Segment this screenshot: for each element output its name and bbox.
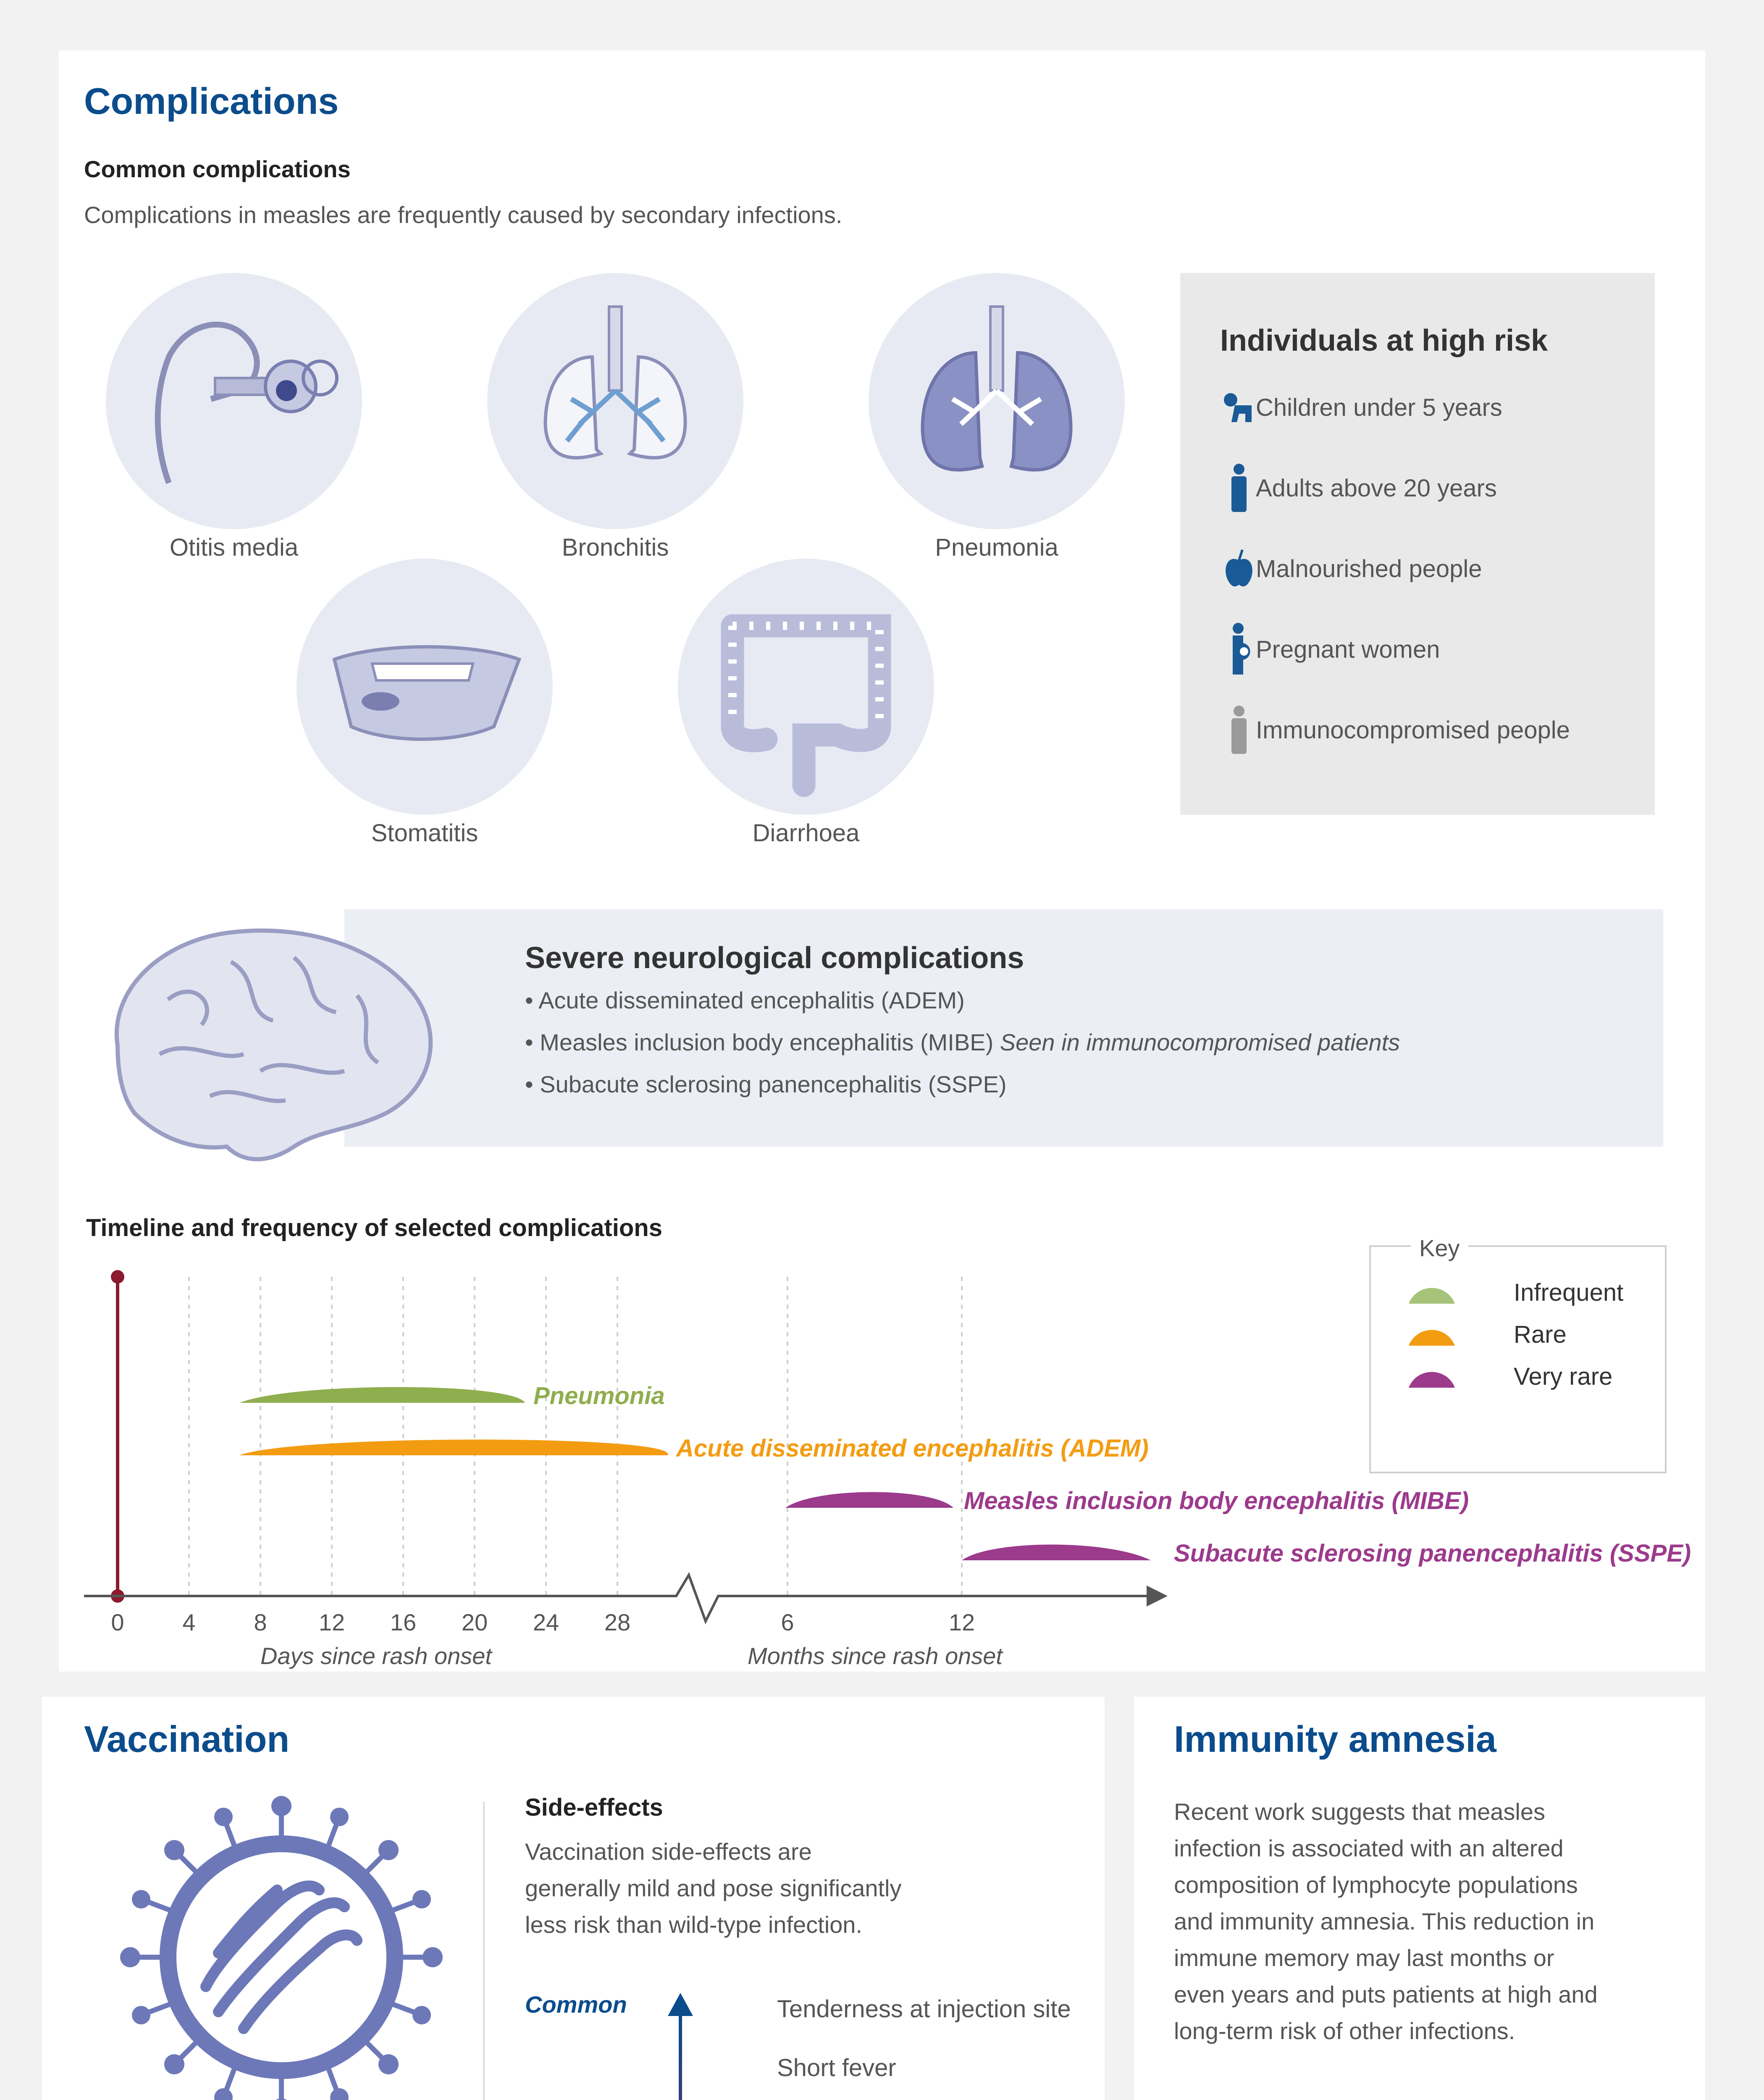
amnesia-line: immune memory may last months or	[1174, 1945, 1554, 1971]
tick-month: 6	[781, 1609, 794, 1635]
pneumonia-organ	[869, 273, 1125, 529]
bronchitis-label: Bronchitis	[562, 534, 669, 561]
pneumonia-label: Pneumonia	[935, 534, 1058, 561]
rash-onset-top-dot	[111, 1270, 124, 1284]
common-label: Common	[525, 1991, 627, 2018]
tick-day: 16	[390, 1609, 417, 1635]
diarrhoea-label: Diarrhoea	[752, 819, 860, 847]
label-sspe: Subacute sclerosing panencephalitis (SSPE)	[1174, 1540, 1691, 1567]
label-mibe: Measles inclusion body encephalitis (MIBE)	[964, 1487, 1469, 1515]
x-label-months: Months since rash onset	[748, 1643, 1003, 1669]
side-effect-item: Short fever	[777, 2054, 896, 2082]
bronchitis-organ	[487, 273, 743, 529]
otitis-label: Otitis media	[169, 534, 299, 561]
neuro-title: Severe neurological complications	[525, 941, 1024, 975]
high-risk-box	[1180, 273, 1655, 815]
risk-label: Immunocompromised people	[1256, 716, 1570, 744]
amnesia-text	[1174, 1793, 1598, 2049]
otitis-organ	[106, 273, 362, 529]
key-item-very-rare	[1409, 1360, 1661, 1398]
amnesia-line: composition of lymphocyte populations	[1174, 1872, 1578, 1898]
side-effects-text	[525, 1833, 902, 1943]
neuro-item-text: • Subacute sclerosing panencephalitis (SSPE)	[525, 1071, 1007, 1097]
virus-icon	[109, 1785, 454, 2100]
stomatitis-label: Stomatitis	[371, 819, 478, 847]
amnesia-line: Recent work suggests that measles	[1174, 1798, 1545, 1825]
label-pneumonia: Pneumonia	[533, 1382, 665, 1410]
key-item-rare	[1409, 1318, 1661, 1356]
label-adem: Acute disseminated encephalitis (ADEM)	[676, 1435, 1149, 1462]
frequency-arrow	[664, 1991, 697, 2100]
tick-day: 8	[254, 1609, 267, 1635]
key-label: Very rare	[1514, 1363, 1613, 1390]
tick-day: 0	[111, 1609, 124, 1635]
key-swatch	[1409, 1323, 1455, 1348]
mouth-icon	[297, 559, 553, 815]
risk-row-children	[1180, 382, 1642, 433]
risk-row-immuno	[1180, 705, 1642, 755]
tick-day: 24	[533, 1609, 559, 1635]
side-effects-line: Vaccination side-effects are	[525, 1838, 812, 1865]
bar-pneumonia	[239, 1387, 525, 1403]
neuro-item-note: Seen in immunocompromised patients	[1000, 1029, 1400, 1055]
side-effects-line: generally mild and pose significantly	[525, 1875, 902, 1901]
diarrhoea-organ	[678, 559, 934, 815]
common-complications-desc: Complications in measles are frequently caused by secondary infections.	[84, 202, 843, 228]
side-effect-item: Tenderness at injection site	[777, 1995, 1071, 2023]
risk-row-pregnant	[1180, 624, 1642, 675]
amnesia-line: infection is associated with an altered	[1174, 1835, 1564, 1861]
complications-panel	[59, 50, 1705, 1672]
side-effects-title: Side-effects	[525, 1794, 663, 1821]
amnesia-line: long-term risk of other infections.	[1174, 2018, 1515, 2044]
high-risk-title: Individuals at high risk	[1220, 324, 1548, 357]
amnesia-title: Immunity amnesia	[1174, 1718, 1496, 1760]
ear-icon	[106, 273, 362, 529]
tick-day: 28	[604, 1609, 631, 1635]
neuro-item-text: • Acute disseminated encephalitis (ADEM)	[525, 987, 965, 1013]
bar-mibe	[785, 1492, 953, 1508]
bar-adem	[239, 1440, 668, 1456]
tick-month: 12	[948, 1609, 975, 1635]
person-grey-icon	[1226, 705, 1252, 755]
key-swatch	[1409, 1281, 1455, 1306]
child-icon	[1222, 391, 1256, 424]
key-label: Infrequent	[1514, 1279, 1624, 1306]
timeline-key-box	[1369, 1235, 1667, 1473]
risk-label: Pregnant women	[1256, 635, 1440, 663]
neuro-item-adem	[525, 983, 965, 1018]
tick-day: 20	[461, 1609, 488, 1635]
common-complications-title: Common complications	[84, 156, 351, 182]
tick-day: 12	[318, 1609, 345, 1635]
x-axis-arrow	[1147, 1586, 1168, 1606]
adult-icon	[1226, 463, 1252, 513]
neuro-item-sspe	[525, 1067, 1006, 1102]
key-label: Rare	[1514, 1321, 1567, 1348]
risk-row-adults	[1180, 463, 1642, 513]
brain-icon	[84, 895, 462, 1189]
amnesia-line: even years and puts patients at high and	[1174, 1981, 1598, 2008]
risk-label: Children under 5 years	[1256, 394, 1502, 421]
pregnant-icon	[1226, 622, 1256, 677]
intestine-icon	[678, 559, 934, 815]
risk-row-malnourished	[1180, 543, 1642, 594]
x-label-days: Days since rash onset	[260, 1643, 492, 1669]
side-effects-line: less risk than wild-type infection.	[525, 1911, 863, 1938]
timeline-title: Timeline and frequency of selected complications	[86, 1214, 662, 1242]
amnesia-line: and immunity amnesia. This reduction in	[1174, 1908, 1595, 1935]
lungs-icon	[869, 273, 1125, 529]
risk-label: Malnourished people	[1256, 555, 1482, 583]
amnesia-panel	[1134, 1697, 1705, 2100]
key-swatch	[1409, 1365, 1455, 1390]
bar-sspe	[962, 1545, 1151, 1561]
stomatitis-organ	[297, 559, 553, 815]
key-title: Key	[1411, 1234, 1468, 1262]
apple-icon	[1222, 548, 1256, 590]
bronchi-icon	[487, 273, 743, 529]
neuro-item-mibe	[525, 1025, 1400, 1060]
complications-title: Complications	[84, 80, 339, 122]
side-effects-divider	[483, 1802, 485, 2100]
risk-label: Adults above 20 years	[1256, 474, 1497, 502]
vaccination-title: Vaccination	[84, 1718, 290, 1760]
tick-day: 4	[182, 1609, 196, 1635]
vaccination-panel	[42, 1697, 1105, 2100]
key-item-infrequent	[1409, 1276, 1661, 1314]
neuro-item-text: • Measles inclusion body encephalitis (MIBE)	[525, 1029, 1000, 1055]
